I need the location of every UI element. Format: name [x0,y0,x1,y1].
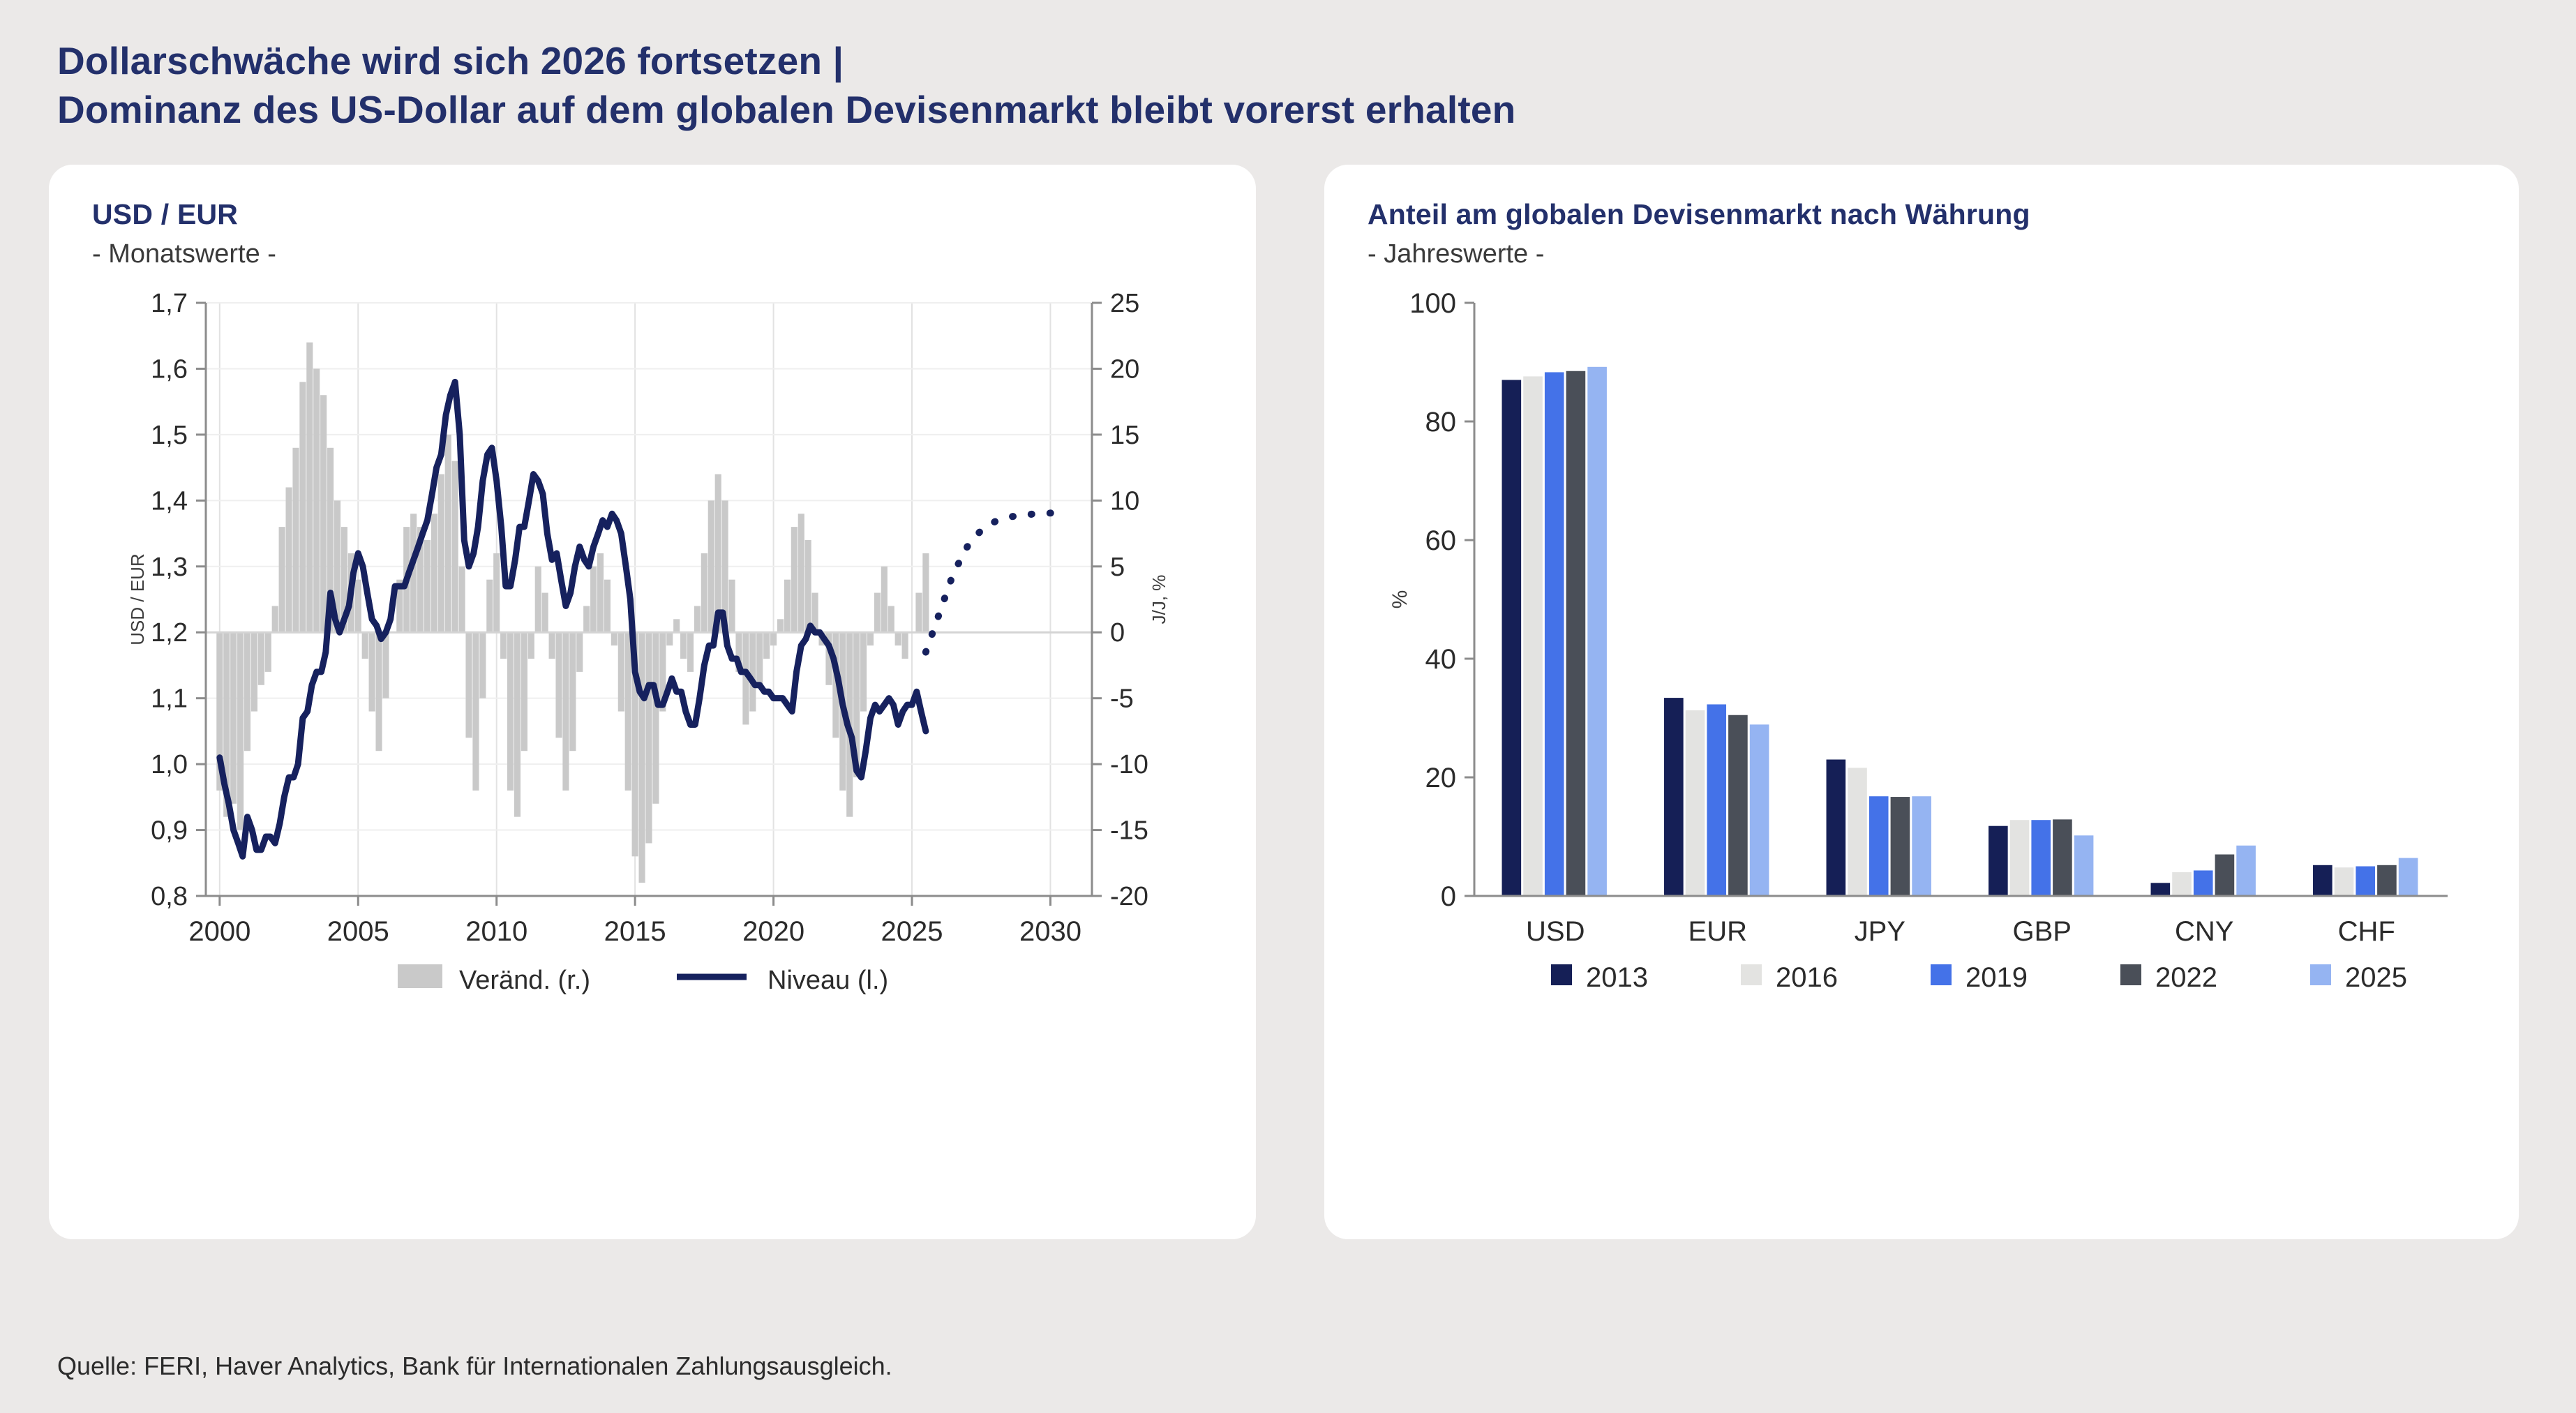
bar-CNY-2019 [2194,870,2213,896]
legend-item-2022 [2120,962,2217,993]
svg-text:2025: 2025 [881,915,943,947]
bar-JPY-2013 [1827,759,1846,896]
panel-right-title: Anteil am globalen Devisenmarkt nach Währung [1368,197,2030,230]
bar-CHF-2013 [2313,865,2332,896]
bar-CNY-2022 [2215,854,2235,896]
bar-EUR-2025 [1750,724,1769,896]
legend-item-veraend [398,964,590,995]
svg-text:Niveau (l.): Niveau (l.) [767,965,889,995]
svg-text:5: 5 [1110,552,1125,582]
svg-text:EUR: EUR [1688,915,1747,947]
bar-USD-2013 [1502,380,1522,896]
svg-text:20: 20 [1110,354,1140,384]
bar-CNY-2013 [2151,883,2171,896]
usd-eur-chart [77,282,1228,1091]
svg-text:CHF: CHF [2337,915,2395,947]
svg-text:1,6: 1,6 [151,354,188,384]
bar-USD-2025 [1587,367,1607,896]
svg-text:2016: 2016 [1776,962,1838,993]
bar-EUR-2016 [1686,710,1705,896]
bar-GBP-2019 [2031,820,2051,896]
svg-text:0: 0 [1110,618,1125,648]
svg-text:1,5: 1,5 [151,420,188,450]
page-title-line-2: Dominanz des US-Dollar auf dem globalen Devisenmarkt bleibt vorerst erhalten [57,88,1516,132]
svg-text:1,1: 1,1 [151,684,188,714]
legend-item-2016 [1741,962,1838,993]
svg-text:2015: 2015 [604,915,666,947]
bar-JPY-2025 [1912,796,1931,896]
source-note: Quelle: FERI, Haver Analytics, Bank für Internationalen Zahlungsausgleich. [57,1352,892,1380]
svg-text:USD: USD [1526,915,1585,947]
usd-eur-chart-svg [77,282,1228,1091]
bar-USD-2022 [1566,371,1586,896]
svg-text:J/J, %: J/J, % [1148,574,1169,625]
svg-text:0: 0 [1440,881,1456,912]
bar-GBP-2016 [2010,820,2030,896]
panel-right-subtitle: - Jahreswerte - [1368,239,1545,269]
svg-text:2022: 2022 [2155,962,2217,993]
svg-text:20: 20 [1425,762,1456,793]
svg-text:CNY: CNY [2175,915,2234,947]
svg-text:40: 40 [1425,643,1456,675]
svg-text:1,2: 1,2 [151,618,188,648]
svg-text:GBP: GBP [2012,915,2072,947]
svg-text:Veränd. (r.): Veränd. (r.) [459,965,590,995]
bar-EUR-2013 [1664,698,1684,896]
fx-share-chart-svg [1352,282,2489,1091]
bar-USD-2016 [1523,376,1543,896]
svg-text:80: 80 [1425,406,1456,438]
svg-text:1,0: 1,0 [151,749,188,779]
svg-text:JPY: JPY [1854,915,1905,947]
svg-text:2005: 2005 [327,915,389,947]
legend-item-niveau [677,966,888,995]
bar-CHF-2019 [2356,866,2375,896]
legend-item-2013 [1551,962,1648,993]
svg-text:-15: -15 [1110,816,1148,846]
svg-text:2020: 2020 [742,915,805,947]
svg-text:2025: 2025 [2345,962,2407,993]
svg-text:60: 60 [1425,525,1456,556]
svg-text:-5: -5 [1110,684,1134,714]
bar-GBP-2025 [2074,835,2094,896]
bar-JPY-2019 [1869,796,1889,896]
panel-usd-eur [49,165,1256,1239]
page-title [57,36,2527,135]
panel-left-subtitle: - Monatswerte - [92,239,276,269]
svg-text:USD / EUR: USD / EUR [127,553,148,645]
bar-CNY-2016 [2172,872,2192,896]
panels-container [49,165,2527,1239]
svg-text:2013: 2013 [1586,962,1648,993]
panel-left-title: USD / EUR [92,197,239,230]
fx-share-chart [1352,282,2491,1091]
svg-text:2010: 2010 [465,915,528,947]
svg-text:1,4: 1,4 [151,486,188,516]
svg-text:2000: 2000 [188,915,251,947]
svg-text:-10: -10 [1110,749,1148,779]
svg-text:2030: 2030 [1019,915,1081,947]
svg-text:10: 10 [1110,486,1140,516]
bar-JPY-2016 [1848,768,1867,896]
page-title-line-1: Dollarschwäche wird sich 2026 fortsetzen | [57,39,844,82]
svg-text:2019: 2019 [1965,962,2028,993]
bar-CHF-2016 [2335,867,2354,896]
bar-JPY-2022 [1891,797,1910,896]
bar-GBP-2013 [1989,825,2008,895]
svg-text:0,9: 0,9 [151,816,188,846]
svg-text:%: % [1388,590,1411,609]
bar-USD-2019 [1545,372,1564,896]
bar-EUR-2019 [1707,704,1726,896]
svg-text:15: 15 [1110,420,1140,450]
panel-fx-share [1324,165,2519,1239]
bar-CNY-2025 [2236,846,2256,896]
bar-GBP-2022 [2053,819,2072,896]
svg-text:-20: -20 [1110,881,1148,911]
svg-text:0,8: 0,8 [151,881,188,911]
bar-CHF-2025 [2399,858,2418,895]
svg-text:1,3: 1,3 [151,552,188,582]
legend-item-2025 [2310,962,2407,993]
bar-EUR-2022 [1728,715,1748,896]
svg-text:25: 25 [1110,288,1140,318]
bar-CHF-2022 [2377,865,2397,896]
svg-text:100: 100 [1409,287,1456,319]
legend-item-2019 [1931,962,2028,993]
svg-text:1,7: 1,7 [151,288,188,318]
